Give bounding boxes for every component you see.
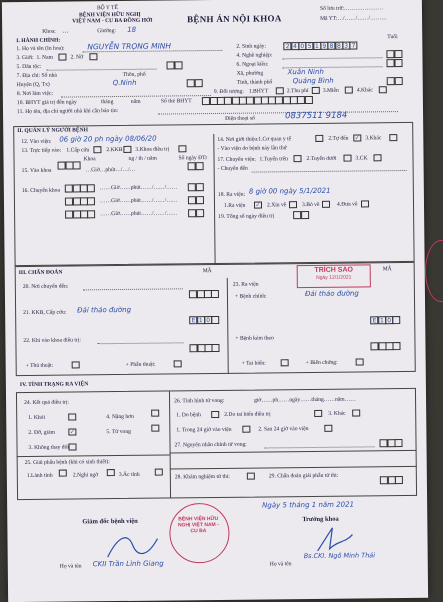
job-boxes	[387, 50, 402, 58]
death-cause-code-boxes	[380, 439, 402, 447]
transfer-up: 1.Tuyến trên	[259, 156, 288, 163]
ins-free-checkbox[interactable]	[345, 87, 353, 94]
change-dept-boxes-3	[66, 210, 95, 218]
dob-boxes-cell: 1	[313, 42, 321, 50]
dept-diag-code-boxes	[190, 344, 219, 352]
dob-boxes-cell: 3	[342, 42, 350, 50]
phone-label: Điện thoại số	[225, 115, 255, 122]
discharge-request: 2.Xin về	[266, 202, 287, 209]
death-cause-label: 27. Nguyên nhân chính tử vong:	[174, 441, 247, 449]
complication-checkbox[interactable]	[356, 358, 364, 365]
age-label: Tuổi	[387, 34, 398, 41]
discharge-leave: 3.Bỏ về	[301, 201, 320, 209]
main-disease-label: + Bệnh chính:	[234, 293, 267, 300]
hospital-seal	[169, 503, 230, 564]
bed-label: Giường:	[97, 28, 116, 35]
dept-value: …	[62, 26, 70, 35]
bhyt-no-label: Số thẻ BHYT	[160, 98, 192, 105]
dob-label: 2. Sinh ngày:	[236, 43, 267, 50]
dob-boxes-cell: 7	[349, 41, 357, 49]
accident-checkbox[interactable]	[281, 359, 289, 366]
result-improved: 2. Đỡ, giảm	[28, 429, 55, 436]
code-header-left: MÃ	[202, 268, 212, 275]
ministry-label: BỘ Y TẾ	[96, 5, 118, 12]
director-name: CKII Trần Lình Giang	[92, 559, 164, 569]
sex-label: 3. Giới:	[16, 54, 34, 62]
head-name-label: Họ và tên	[269, 561, 292, 568]
death-after-24h: 2. Sau 24 giờ vào viện	[258, 426, 309, 433]
surgery-checkbox[interactable]	[174, 360, 182, 367]
refer-label: 14. Nơi giới thiệu:	[217, 136, 259, 143]
dob-boxes-cell: 4	[291, 42, 299, 50]
refer-health-checkbox[interactable]	[315, 135, 323, 142]
change-days-boxes-3	[189, 209, 204, 217]
admit-times-label: - Vào viện do bệnh này lần thứ	[217, 145, 287, 152]
main-code-boxes	[371, 316, 400, 324]
result-cured: 1. Khỏi	[28, 414, 46, 421]
change-dept-time-2: ……Giờ……phút……/……/……	[99, 197, 178, 205]
ethnic-label: 5. Dân tộc:	[16, 63, 42, 71]
certified-copy-stamp	[297, 264, 371, 288]
main-disease-value: Đái tháo đường	[304, 289, 359, 299]
name-dots	[82, 50, 222, 52]
code-header-right: MÃ	[382, 266, 392, 273]
director-title: Giám đốc bệnh viện	[82, 517, 138, 526]
surgery-label: + Phẫu thuật:	[125, 361, 156, 368]
address-label: 7. Địa chỉ: Số nhà	[16, 72, 57, 80]
ward-value: Xuân Ninh	[287, 67, 324, 77]
kkb-code-boxes-cell: 0	[204, 316, 212, 324]
job-label: 4. Nghề nghiệp:	[236, 52, 273, 59]
result-label: 24. Kết quả điều trị:	[24, 399, 70, 407]
discharge-value: 8 giờ 00 ngày 5/1/2021	[248, 186, 331, 196]
total-days-boxes	[294, 211, 309, 219]
result-worse-checkbox[interactable]	[151, 410, 159, 417]
dob-boxes-cell: 9	[320, 42, 328, 50]
direct-emergency-checkbox[interactable]	[93, 146, 101, 153]
result-improved-checkbox[interactable]: ✓	[69, 428, 75, 436]
director-signature-icon	[102, 527, 162, 564]
death-accident-checkbox[interactable]	[314, 410, 322, 417]
ins-opt-other: 4.Khác	[356, 87, 373, 94]
result-death-checkbox[interactable]	[151, 425, 159, 432]
autopsy-label: 28. Khám nghiệm tử thi:	[174, 473, 230, 481]
dept-diag-label: 22. Khi vào khoa điều trị:	[23, 337, 81, 345]
main-code-boxes-cell: 1	[378, 316, 386, 324]
pathology-label: 25. Giải phẫu bệnh (khi có sinh thiết):	[24, 459, 110, 467]
transfer-label: 17. Chuyển viện:	[217, 156, 256, 163]
death-other: 3. Khác	[328, 410, 346, 417]
district-label: Huyện (Q, Tx)	[16, 81, 50, 89]
section1-title: I. HÀNH CHÍNH:	[16, 37, 61, 45]
transfer-ck-checkbox[interactable]	[373, 154, 381, 161]
death-time: giờ……ph……ngày……tháng……năm……	[254, 396, 356, 404]
death-disease-checkbox[interactable]	[211, 411, 219, 418]
transfer-ck: 3.CK	[355, 155, 368, 162]
direct-kkb-checkbox[interactable]	[123, 146, 131, 153]
sex-female-label: 2. Nữ	[70, 54, 84, 61]
date-col-header: ng / th / năm	[128, 155, 157, 162]
result-death: 5. Tử vong	[106, 428, 131, 436]
autopsy-checkbox[interactable]	[247, 473, 255, 480]
name-value: NGUYỄN TRỌNG MINH	[87, 41, 172, 52]
certified-copy-date: Ngày 12/1/2021	[316, 274, 352, 281]
change-days-boxes-2	[189, 196, 204, 204]
direct-dept-checkbox[interactable]	[178, 145, 186, 152]
director-name-label: Họ và tên	[59, 563, 82, 570]
result-worse: 4. Nặng hơn	[106, 413, 134, 421]
refer-self-checkbox[interactable]: ✓	[354, 134, 360, 142]
head-name: Bs.CKI. Ngô Minh Thái	[303, 551, 376, 561]
direct-dept: 3.Khoa điều trị	[135, 146, 170, 153]
result-cured-checkbox[interactable]	[68, 413, 76, 420]
bhyt-label: 10. BHYT giá trị đến ngày	[16, 99, 77, 107]
discharge-normal-checkbox[interactable]: ✓	[255, 201, 261, 209]
to-dept-days-boxes	[189, 162, 204, 170]
procedure-label: + Thủ thuật:	[25, 362, 54, 369]
ethnic-boxes	[167, 61, 182, 69]
result-unchanged: 3. Không thay đổi	[28, 444, 69, 451]
storage-number: Số lưu trữ:…………………	[319, 5, 384, 12]
relative-label: 11. Họ tên, địa chỉ người nhà khi cần báo tin:	[16, 108, 119, 116]
admit-value: 06 giờ 20 ph ngày 08/06/20	[59, 134, 157, 144]
province-label: Tỉnh, thành phố	[236, 79, 273, 86]
total-days-label: 19. Tổng số ngày điều trị	[218, 213, 275, 220]
discharge-diag-label: 23. Ra viện	[232, 281, 259, 288]
death-within-24h-checkbox[interactable]	[242, 426, 250, 433]
transfer-to-label: - Chuyển đến	[217, 165, 248, 172]
ins-other-checkbox[interactable]	[379, 86, 387, 93]
change-dept-time-3: ……Giờ……phút……/……/……	[100, 210, 178, 218]
bhyt-month: tháng	[100, 99, 114, 106]
hospital-name: BỆNH VIỆN HỮU NGHỊ	[78, 11, 141, 19]
refer-health: 1.Cơ quan y tế	[258, 136, 292, 143]
transfer-from-label: 20. Nơi chuyển đến:	[22, 283, 69, 291]
discharge-request-checkbox[interactable]	[289, 201, 297, 208]
dob-boxes-cell: 5	[306, 42, 314, 50]
death-label: 26. Tình hình tử vong:	[174, 397, 225, 405]
transfer-down: 2.Tuyến dưới	[306, 155, 337, 163]
refer-self: 2.Tự đến	[328, 135, 349, 142]
change-days-boxes-1	[189, 183, 204, 191]
transfer-from-code-boxes	[190, 290, 219, 298]
district-value: Q.Ninh	[112, 78, 137, 88]
autopsy-diag-label: 29. Chẩn đoán giải phẫu tử thi:	[268, 472, 339, 480]
discharge-brought-checkbox[interactable]	[361, 200, 369, 207]
ins-opt-free: 3.Miễn	[322, 87, 339, 94]
sex-female-checkbox[interactable]	[89, 53, 97, 60]
comorbid-code-boxes	[371, 342, 400, 350]
ins-opt-bhyt: 1.BHYT	[248, 88, 269, 95]
pathology-benign-checkbox[interactable]	[59, 470, 67, 477]
main-code-boxes-cell: 0	[385, 316, 393, 324]
transfer-up-checkbox[interactable]	[293, 155, 301, 162]
death-accident: 2.Do tai biến điều trị	[224, 411, 271, 418]
change-dept-time-1: ……Giờ……phút……/……/……	[99, 184, 178, 192]
discharge-normal: 1.Ra viện	[223, 202, 246, 209]
bhyt-number-boxes	[203, 96, 313, 105]
head-title: Trưởng khoa	[302, 515, 339, 524]
sex-male-label: 1. Nam	[36, 54, 53, 61]
refer-other-checkbox[interactable]	[389, 134, 397, 141]
dob-boxes	[284, 41, 357, 50]
to-dept-label: 15. Vào khoa	[21, 167, 52, 175]
pathology-suspect-checkbox[interactable]	[107, 469, 115, 476]
section3-title: III. CHẨN ĐOÁN	[18, 269, 63, 277]
ins-fee-checkbox[interactable]	[312, 87, 320, 94]
bhyt-year: năm	[130, 98, 141, 105]
change-dept-boxes-2	[66, 197, 95, 205]
dob-boxes-cell: 8	[327, 42, 335, 50]
transfer-down-checkbox[interactable]	[343, 155, 351, 162]
pathology-suspect: 2.Nghi ngờ	[72, 472, 99, 479]
ins-opt-fee: 2.Thu phí	[286, 88, 309, 95]
workplace-dots	[61, 95, 211, 98]
bhyt-boxes-cell	[305, 96, 313, 104]
discharge-leave-checkbox[interactable]	[322, 201, 330, 208]
main-code-boxes-cell	[392, 316, 400, 324]
job-dots	[282, 57, 382, 59]
comorbid-label: + Bệnh kèm theo	[235, 335, 274, 342]
ward-label: Xã, phường	[236, 70, 264, 77]
district-boxes	[188, 79, 203, 87]
hospital-seal-text: BỆNH VIỆN HỮU NGHỊ VIỆT NAM - CU BA	[177, 515, 219, 535]
death-other-checkbox[interactable]	[352, 409, 360, 416]
result-unchanged-checkbox[interactable]	[68, 443, 76, 450]
death-within-24h: 1. Trong 24 giờ vào viện	[176, 426, 232, 434]
death-after-24h-checkbox[interactable]	[324, 425, 332, 432]
foreign-label: 6. Ngoại kiều:	[236, 61, 269, 68]
insurance-label: 9. Đối tượng:	[213, 88, 244, 96]
foreign-boxes	[387, 59, 402, 67]
dept-label: Khoa:	[42, 28, 56, 35]
certified-copy-title: TRÍCH SAO	[314, 266, 353, 274]
change-dept-label: 16. Chuyển khoa	[21, 187, 60, 195]
pathology-malignant-checkbox[interactable]	[155, 469, 163, 476]
section4-title: IV. TÌNH TRẠNG RA VIỆN	[19, 381, 89, 389]
signature-date: Ngày 5 tháng 1 năm 2021	[262, 500, 355, 510]
direct-emergency: 1.Cấp cứu	[66, 147, 90, 154]
kkb-code-boxes-cell: 1	[197, 316, 205, 324]
ethnic-dots	[47, 69, 157, 71]
admit-label: 12. Vào viện:	[21, 138, 52, 146]
autopsy-code-boxes	[381, 476, 403, 484]
death-disease: 1. Do bệnh	[176, 412, 201, 419]
section2-title: II. QUẢN LÝ NGƯỜI BỆNH	[17, 127, 89, 135]
kkb-label: 21. KKB, Cấp cứu:	[23, 309, 67, 317]
kkb-code-boxes-cell: E	[189, 316, 197, 324]
discharge-label: 18. Ra viện:	[217, 191, 246, 198]
dob-boxes-cell: 0	[298, 42, 306, 50]
province-boxes	[388, 77, 403, 85]
province-value: Quảng Bình	[292, 76, 334, 86]
page-title: BỆNH ÁN NỘI KHOA	[187, 13, 282, 25]
phone-value: 0837511 9184	[285, 110, 348, 122]
change-dept-boxes-1	[66, 184, 95, 192]
medical-record-sheet	[2, 0, 428, 602]
discharge-brought: 4.Đưa về	[336, 201, 358, 208]
days-col-header: Số ngày ĐTr	[178, 155, 208, 162]
complication-label: + Biến chứng:	[305, 359, 338, 367]
kkb-code-boxes	[190, 316, 219, 324]
to-dept-time: …Giờ…phút…/…/…	[85, 166, 136, 174]
village-label: Thôn, phố	[122, 71, 146, 78]
procedure-checkbox[interactable]	[72, 361, 80, 368]
dob-boxes-cell: 8	[335, 42, 343, 50]
direct-label: 13. Trực tiếp vào:	[21, 147, 62, 155]
yt-number: Mã YT:…/……/……/………	[320, 15, 387, 22]
edge-stamp	[425, 240, 443, 302]
main-code-boxes-cell: E	[370, 316, 378, 324]
refer-other: 3.Khác	[365, 135, 382, 142]
accident-label: + Tai biến:	[241, 360, 266, 367]
workplace-label: 8. Nơi làm việc:	[16, 90, 54, 98]
kkb-value: Đái tháo đường	[77, 305, 132, 315]
sex-male-checkbox[interactable]	[58, 54, 66, 61]
kkb-code-boxes-cell	[211, 316, 219, 324]
name-label: 1. Họ và tên (In hoa):	[16, 45, 65, 53]
bed-value: 18	[127, 25, 137, 34]
relative-dots	[158, 111, 398, 115]
dob-boxes-cell: 2	[284, 42, 292, 50]
hospital-subname: VIỆT NAM - CU BA ĐỒNG HỚI	[72, 17, 153, 25]
direct-kkb: 2.KKB	[106, 146, 123, 154]
dept-col-header: Khoa	[83, 156, 96, 163]
ins-bhyt-checkbox[interactable]	[276, 87, 284, 94]
pathology-malignant: 3.Ác tính	[118, 471, 140, 479]
pathology-benign: 1.Lành tính	[26, 472, 53, 479]
to-dept-boxes	[59, 161, 81, 169]
